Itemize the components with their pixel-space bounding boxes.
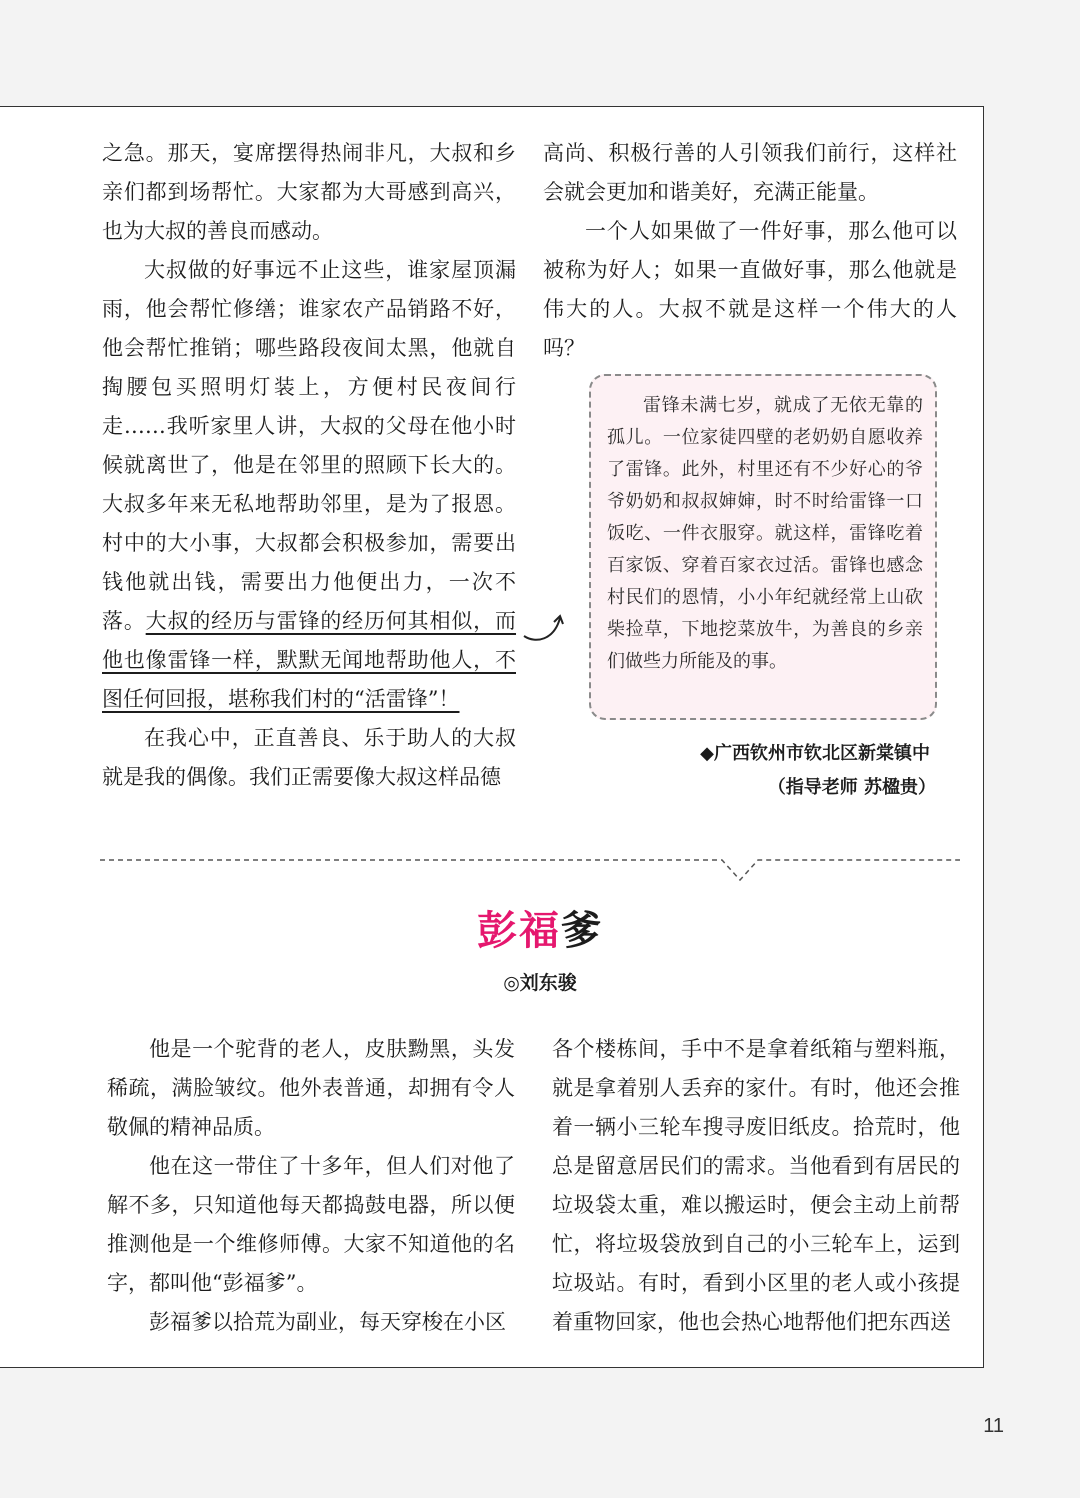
paragraph <box>102 251 516 719</box>
side-note-text: 雷锋未满七岁，就成了无依无靠的孤儿。一位家徒四壁的老奶奶自愿收养了雷锋。此外，村里还有不少好心的爷爷奶奶和叔叔婶婶，时不时给雷锋一口饭吃、一件衣服穿。就这样，雷锋吃着百家饭、穿着百家衣过活。雷锋也感念村民们的恩情，小小年纪就经常上山砍柴捡草，下地挖菜放牛，为善良的乡亲们做些力所能及的事。 <box>607 395 923 672</box>
page-number: 11 <box>983 1415 1004 1437</box>
curved-arrow-icon <box>518 606 568 650</box>
source-teacher: （指导老师 苏楹贵） <box>767 777 936 798</box>
paragraph: 之急。那天，宴席摆得热闹非凡，大叔和乡亲们都到场帮忙。大家都为大哥感到高兴，也为大叔的善良而感动。 <box>102 141 516 243</box>
section-divider <box>100 846 960 886</box>
story1-column-right <box>543 134 957 368</box>
paragraph: 在我心中，正直善良、乐于助人的大叔就是我的偶像。我们正需要像大叔这样品德 <box>102 726 516 789</box>
paragraph: 高尚、积极行善的人引领我们前行，这样社会就会更加和谐美好，充满正能量。 <box>543 141 957 204</box>
title-accent-text: 彭福 <box>477 908 561 954</box>
paragraph: 彭福爹以拾荒为副业，每天穿梭在小区 <box>149 1310 506 1334</box>
story2-column-left <box>107 1030 515 1342</box>
paragraph: 一个人如果做了一件好事，那么他可以被称为好人；如果一直做好事，那么他就是伟大的人。大叔不就是这样一个伟大的人吗？ <box>543 219 957 360</box>
paragraph: 各个楼栋间，手中不是拿着纸箱与塑料瓶，就是拿着别人丢弃的家什。有时，他还会推着一辆小三轮车搜寻废旧纸皮。拾荒时，他总是留意居民们的需求。当他看到有居民的垃圾袋太重，难以搬运时，便会主动上前帮忙，将垃圾袋放到自己的小三轮车上，运到垃圾站。有时，看到小区里的老人或小孩提着重物回家，他也会热心地帮他们把东西送 <box>552 1037 960 1334</box>
underlined-sentence: 大叔的经历与雷锋的经历何其相似，而他也像雷锋一样，默默无闻地帮助他人，不图任何回报，堪称我们村的“活雷锋”！ <box>102 609 517 711</box>
story2-column-right <box>552 1030 960 1342</box>
article-title <box>0 906 1080 956</box>
paragraph: 他是一个驼背的老人，皮肤黝黑，头发稀疏，满脸皱纹。他外表普通，却拥有令人敬佩的精神品质。 <box>107 1037 515 1139</box>
title-dark-text: 爹 <box>561 908 603 954</box>
source-school: ◆广西钦州市钦北区新棠镇中 <box>700 743 930 764</box>
paragraph-text: 大叔做的好事远不止这些，谁家屋顶漏雨，他会帮忙修缮；谁家农产品销路不好，他会帮忙推销；哪些路段夜间太黑，他就自掏腰包买照明灯装上，方便村民夜间行走……我听家里人讲，大叔的父母在他小时候就离世了，他是在邻里的照顾下长大的。大叔多年来无私地帮助邻里，是为了报恩。村中的大小事，大叔都会积极参加，需要出钱他就出钱，需要出力他便出力，一次不落。 <box>102 258 516 633</box>
side-note-box <box>589 374 937 720</box>
story1-column-left <box>102 134 516 797</box>
paragraph: 他在这一带住了十多年，但人们对他了解不多，只知道他每天都捣鼓电器，所以便推测他是一个维修师傅。大家不知道他的名字，都叫他“彭福爹”。 <box>107 1154 515 1295</box>
article-author: ◎刘东骏 <box>503 972 577 994</box>
source-attribution <box>700 737 936 805</box>
